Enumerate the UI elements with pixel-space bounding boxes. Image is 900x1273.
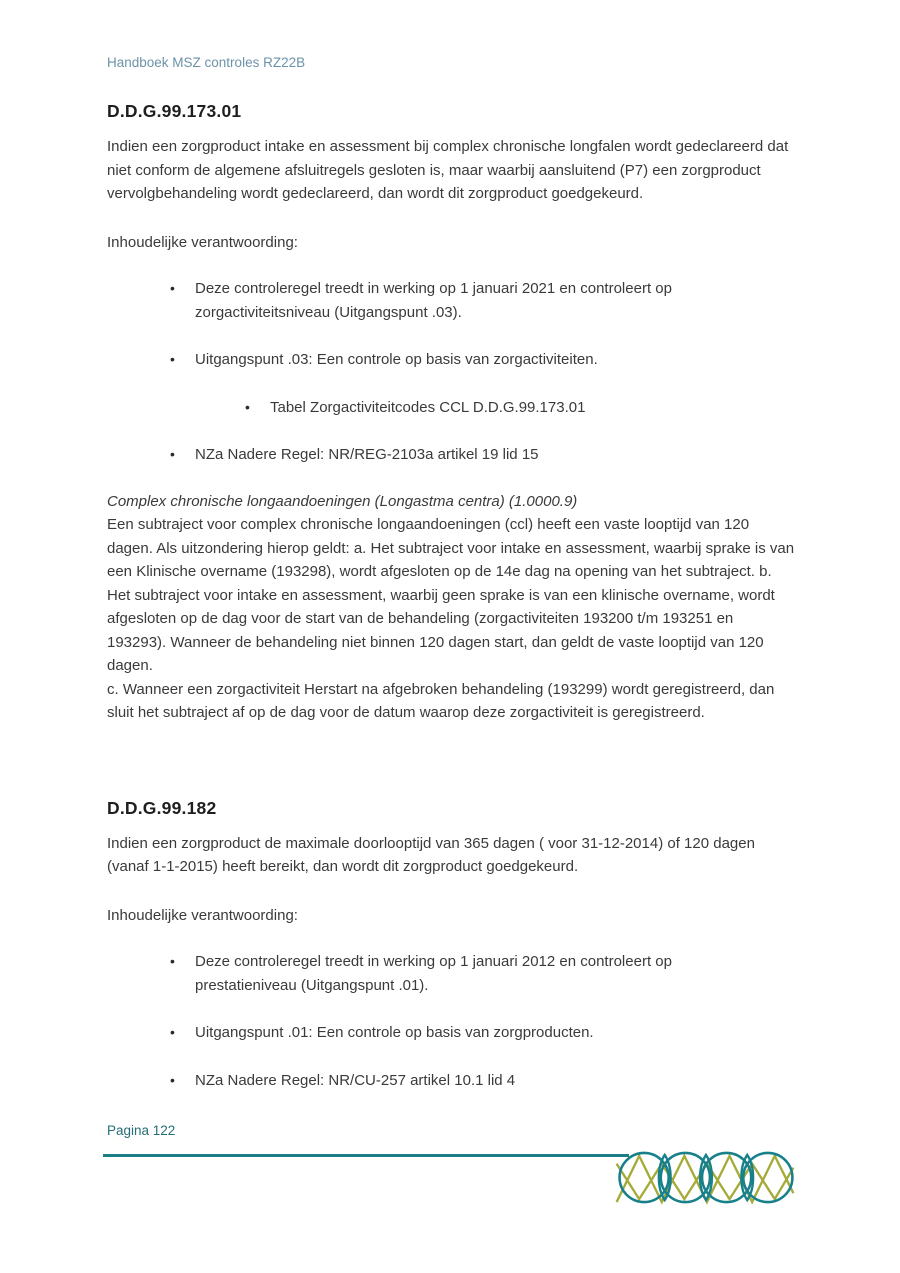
bullet-text: Tabel Zorgactiviteitcodes CCL D.D.G.99.173.01: [270, 398, 586, 416]
bullet-text: Uitgangspunt .01: Een controle op basis van zorgproducten.: [195, 1024, 594, 1041]
bullet-marker: •: [170, 1024, 175, 1040]
page-footer: [107, 1122, 795, 1205]
bullet-text: NZa Nadere Regel: NR/CU-257 artikel 10.1 lid 4: [195, 1071, 516, 1089]
bullet-marker: •: [170, 351, 175, 367]
intro-paragraph: Indien een zorgproduct de maximale doorlooptijd van 365 dagen ( voor 31-12-2014) of 120 dagen (vanaf 1-1-2015) heeft bereikt, dan wordt dit zorgproduct goedgekeurd.: [107, 834, 755, 875]
bullet-marker: •: [245, 398, 250, 415]
footer-rule: [103, 1154, 629, 1157]
section-heading-ddg-99-173-01: D.D.G.99.173.01: [107, 101, 242, 121]
bullet-text: Uitgangspunt .03: Een controle op basis van zorgactiviteiten.: [195, 351, 598, 368]
note-title: Complex chronische longaandoeningen (Longastma centra) (1.0000.9): [107, 492, 578, 510]
bullet-text: NZa Nadere Regel: NR/REG-2103a artikel 19 lid 15: [195, 446, 539, 463]
bullet-item: [107, 950, 795, 997]
footer-rule-row: [107, 1145, 795, 1205]
note-paragraph: Een subtraject voor complex chronische longaandoeningen (ccl) heeft een vaste looptijd van 120 dagen. Als uitzondering hierop geldt: a. Het subtraject voor intake en assessment, waarbij sprake is van een Klinische overname (193298), wordt afgesloten op de 14e dag na opening van het subtraject. b. Het subtraject voor intake en assessment, waarbij geen sprake is van een klinische overname, wordt afgesloten op de dag voor de start van de behandeling (zorgactiviteiten 193200 t/m 193251 en 193293). Wanneer de behandeling niet binnen 120 dagen start, dan geldt de vaste looptijd van 120 dagen.: [107, 516, 795, 674]
bullet-marker: •: [170, 1071, 175, 1088]
bullet-marker: •: [170, 953, 175, 969]
bullet-marker: •: [170, 280, 175, 296]
accountability-label: Inhoudelijke verantwoording:: [107, 233, 298, 251]
bullet-item: [107, 348, 795, 372]
accountability-label: Inhoudelijke verantwoording:: [107, 906, 298, 924]
bullet-item: [107, 1021, 795, 1045]
note-paragraph: c. Wanneer een zorgactiviteit Herstart na afgebroken behandeling (193299) wordt geregistreerd, dan sluit het subtraject af op de dag voor de datum waarop deze zorgactiviteit is geregistreerd.: [107, 680, 775, 721]
bullet-item: [107, 443, 795, 467]
document-header: Handboek MSZ controles RZ22B: [107, 55, 306, 70]
bullet-item-nested: [107, 396, 795, 420]
bullet-text: Deze controleregel treedt in werking op 1 januari 2021 en controleert op zorgactiviteitsniveau (Uitgangspunt .03).: [195, 280, 672, 321]
page-number: Pagina 122: [107, 1123, 176, 1138]
bullet-text: Deze controleregel treedt in werking op 1 januari 2012 en controleert op prestatieniveau (Uitgangspunt .01).: [195, 953, 672, 994]
intro-paragraph: Indien een zorgproduct intake en assessment bij complex chronische longfalen wordt gedeclareerd dat niet conform de algemene afsluitregels gesloten is, maar waarbij aansluitend (P7) een zorgproduct vervolgbehandeling wordt gedeclareerd, dan wordt dit zorgproduct goedgekeurd.: [107, 138, 789, 202]
braid-pattern-logo-icon: [613, 1150, 797, 1205]
bullet-marker: •: [170, 446, 175, 462]
bullet-item: [107, 1069, 795, 1093]
section-heading-ddg-99-182: D.D.G.99.182: [107, 797, 217, 818]
bullet-item: [107, 277, 795, 324]
